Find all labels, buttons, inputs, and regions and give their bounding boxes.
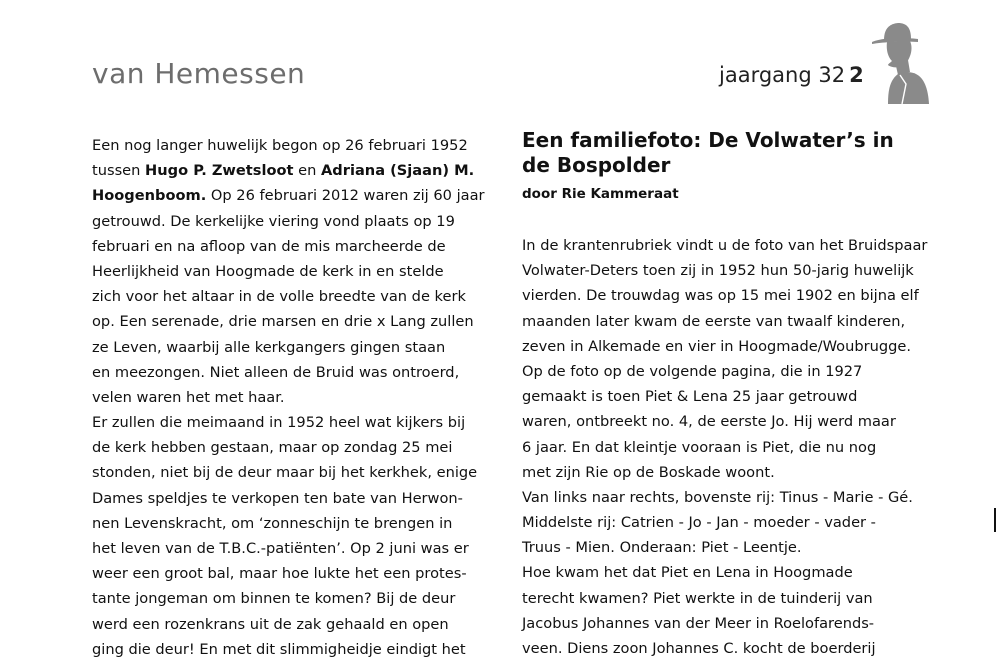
body-text-line [92, 209, 482, 234]
bold-name-text: Adriana (Sjaan) M. [321, 162, 475, 180]
bold-name-text: Hugo P. Zwetsloot [145, 162, 294, 180]
text-run: Dames speldjes te verkopen ten bate van Herwon- [92, 489, 463, 507]
text-run: op. Een serenade, drie marsen en drie x Lang zullen [92, 313, 474, 331]
body-text-line [92, 335, 482, 360]
body-text-line [92, 460, 482, 485]
text-run: weer een groot bal, maar hoe lukte het een protes- [92, 565, 467, 583]
body-text-line [92, 385, 482, 410]
text-run: het leven van de T.B.C.-patiënten’. Op 2 juni was er [92, 540, 469, 557]
article-text-line: In de krantenrubriek vindt u de foto van het Bruidspaar [522, 237, 928, 254]
article-title-line: Een familiefoto: De Volwater’s in [522, 128, 894, 152]
body-text-line [92, 536, 482, 561]
issue-number: 2 [849, 63, 864, 87]
article-text-line: Van links naar rechts, bovenste rij: Tinus - Marie - Gé. [522, 488, 913, 506]
volume-label: jaargang 32 [719, 63, 846, 87]
body-text-line [92, 284, 482, 309]
article-title-line: de Bospolder [522, 153, 671, 177]
body-text-line [92, 612, 482, 637]
article-text-line: zeven in Alkemade en vier in Hoogmade/Woubrugge. [522, 337, 912, 355]
left-column-text [92, 133, 485, 662]
body-text-line [92, 637, 482, 662]
article-text-line: maanden later kwam de eerste van twaalf kinderen, [522, 312, 906, 330]
body-text-line [92, 486, 482, 511]
text-run: getrouwd. De kerkelijke viering vond plaats op 19 [92, 212, 455, 230]
article-byline: door Rie Kammeraat [522, 186, 679, 202]
body-text-line [92, 410, 482, 435]
text-run: ging die deur! En met dit slimmigheidje eindigt het [92, 640, 466, 658]
text-run: nen Levenskracht, om ‘zonneschijn te brengen in [92, 514, 453, 532]
article-text-line: Jacobus Johannes van der Meer in Roelofarends- [522, 614, 875, 632]
article-text-line: 6 jaar. En dat kleintje vooraan is Piet, die nu nog [522, 438, 877, 456]
article-text-line: veen. Diens zoon Johannes C. kocht de boerderij [522, 640, 876, 657]
text-run: de kerk hebben gestaan, maar op zondag 25 mei [92, 439, 453, 457]
article-text-line: Volwater-Deters toen zij in 1952 hun 50-jarig huwelijk [522, 262, 914, 280]
article-text-line: vierden. De trouwdag was op 15 mei 1902 en bijna elf [522, 287, 919, 305]
article-text-line: waren, ontbreekt no. 4, de eerste Jo. Hij werd maar [522, 413, 896, 431]
volume-info [719, 63, 864, 87]
article-text-line: Truus - Mien. Onderaan: Piet - Leentje. [522, 539, 802, 557]
article-text-line: Op de foto op de volgende pagina, die in 1927 [522, 362, 863, 380]
text-run: ze Leven, waarbij alle kerkgangers gingen staan [92, 338, 446, 356]
body-text-line [92, 183, 485, 208]
text-cursor [994, 508, 996, 532]
text-run: en meezongen. Niet alleen de Bruid was ontroerd, [92, 363, 460, 381]
article-text-line: Middelste rij: Catrien - Jo - Jan - moeder - vader - [522, 514, 876, 532]
text-run: Er zullen die meimaand in 1952 heel wat kijkers bij [92, 414, 466, 432]
body-text-line [92, 435, 482, 460]
body-text-line [92, 586, 482, 611]
body-text-line [92, 309, 482, 334]
body-text-line [92, 158, 482, 183]
article-text-line: Hoe kwam het dat Piet en Lena in Hoogmade [522, 564, 853, 582]
text-run: zich voor het altaar in de volle breedte van de kerk [92, 288, 466, 306]
body-text-line [92, 561, 482, 586]
text-run: tante jongeman om binnen te komen? Bij de deur [92, 590, 456, 608]
text-run: tussen [92, 162, 146, 180]
text-run: werd een rozenkrans uit de zak gehaald en open [92, 615, 449, 633]
text-run: en [293, 162, 322, 180]
gentleman-silhouette-logo [866, 20, 930, 104]
text-run: februari en na afloop van de mis marcheerde de [92, 237, 446, 255]
article-body-text [522, 233, 928, 661]
article-text-line: terecht kwamen? Piet werkte in de tuinderij van [522, 589, 873, 607]
text-run: Een nog langer huwelijk begon op 26 februari 1952 [92, 137, 468, 154]
article-title [522, 128, 894, 178]
body-text-line [92, 511, 482, 536]
bold-name-text: Hoogenboom. [92, 187, 207, 205]
body-text-line [92, 133, 482, 158]
text-run: stonden, niet bij de deur maar bij het kerkhek, enige [92, 464, 478, 482]
text-run: velen waren het met haar. [92, 388, 285, 406]
article-text-line: gemaakt is toen Piet & Lena 25 jaar getrouwd [522, 388, 858, 406]
magazine-title: van Hemessen [92, 57, 306, 90]
article-text-line: met zijn Rie op de Boskade woont. [522, 463, 775, 481]
text-run: Heerlijkheid van Hoogmade de kerk in en stelde [92, 262, 444, 280]
text-run: Op 26 februari 2012 waren zij 60 jaar [206, 187, 485, 205]
body-text-line [92, 360, 482, 385]
body-text-line [92, 259, 482, 284]
body-text-line [92, 234, 482, 259]
